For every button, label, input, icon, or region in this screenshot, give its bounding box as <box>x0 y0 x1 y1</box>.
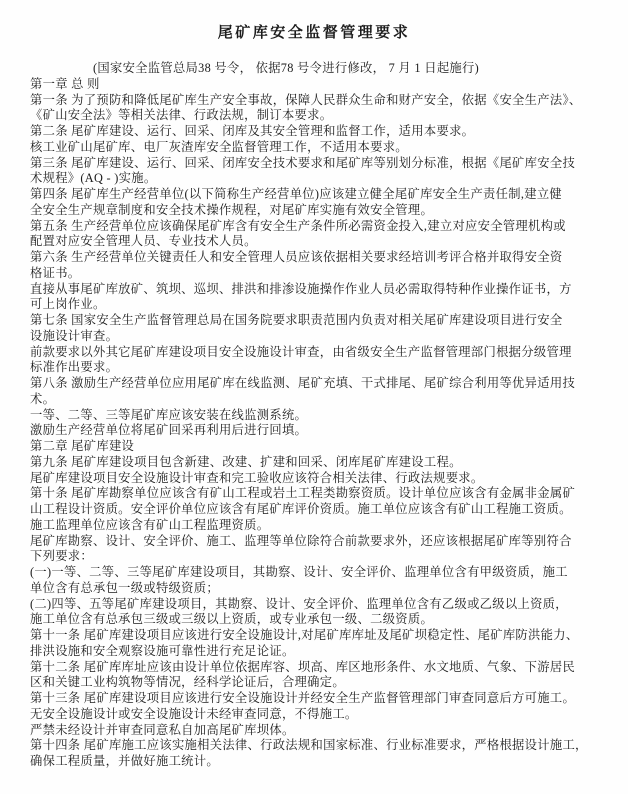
text-line: (一)一等、二等、三等尾矿库建设项目，其勘察、设计、安全评价、监理单位含有甲级资质，施工 <box>30 565 568 579</box>
text-line: 术规程》(AQ - )实施。 <box>30 171 157 186</box>
text-line: 设施设计审查。 <box>30 328 119 343</box>
text-line: 第八条 激励生产经营单位应用尾矿库在线监测、尾矿充填、干式排尾、尾矿综合利用等优异适用技 <box>30 376 576 390</box>
text-line: 区和关键工业构筑物等情况，经科学论证后，合理确定。 <box>30 675 345 690</box>
text-line: 可上岗作业。 <box>30 297 106 312</box>
text-line: 全安全生产规章制度和安全技术操作规程，对尾矿库实施有效安全管理。 <box>30 202 434 217</box>
text-line: 第一条 为了预防和降低尾矿库生产安全事故，保障人民群众生命和财产安全，依据《安全生产法》、 <box>30 92 582 107</box>
text-line: 第三条 尾矿库建设、运行、回采、闭库安全技术要求和尾矿库等别划分标准，根据《尾矿库安全技 <box>30 155 576 170</box>
text-line: 第七条 国家安全生产监督管理总局在国务院要求职责范围内负责对相关尾矿库建设项目进行安全 <box>30 313 563 327</box>
text-line: 无安全设施设计或安全设施设计未经审查同意，不得施工。 <box>30 706 358 721</box>
text-line: 第四条 尾矿库生产经营单位(以下简称生产经营单位)应该建立健全尾矿库安全生产责任制,建立健 <box>30 187 563 201</box>
text-line: 确保工程质量，并做好施工统计。 <box>30 754 219 768</box>
text-line: 第十一条 尾矿库建设项目应该进行安全设施设计,对尾矿库库址及尾矿坝稳定性、尾矿库防洪能力、 <box>30 628 579 642</box>
text-line: 单位含有总承包一级或特级资质； <box>30 580 219 595</box>
text-line: 尾矿库勘察、设计、安全评价、施工、监理等单位除符合前款要求外，还应该根据尾矿库等别符合 <box>30 533 572 548</box>
text-line: 第十三条 尾矿库建设项目应该进行安全设施设计并经安全生产监督管理部门审查同意后方可施工。 <box>30 691 576 705</box>
document-title: 尾矿库安全监督管理要求 <box>217 25 411 41</box>
text-line: 第五条 生产经营单位应该确保尾矿库含有安全生产条件所必需资金投入,建立对应安全管理机构或 <box>30 218 566 233</box>
text-line: 第二条 尾矿库建设、运行、回采、闭库及其安全管理和监督工作，适用本要求。 <box>30 124 475 138</box>
text-line: 第十条 尾矿库勘察单位应该含有矿山工程或岩土工程类勘察资质。设计单位应该含有金属非金属矿 <box>30 486 576 501</box>
text-line: 第十二条 尾矿库库址应该由设计单位依据库容、坝高、库区地形条件、水文地质、气象、下游居民 <box>30 659 576 674</box>
text-line: 标准作出要求。 <box>30 360 119 375</box>
text-line: 施工监理单位应该含有矿山工程监理资质。 <box>30 517 270 532</box>
text-line: 山工程设计资质。安全评价单位应该含有尾矿库评价资质。施工单位应该含有矿山工程施工资质。 <box>30 502 572 516</box>
text-line: (国家安全监管总局38 号令， 依据78 号令进行修改， 7 月 1 日起施行) <box>30 61 480 75</box>
text-line: 第一章 总 则 <box>30 76 100 91</box>
text-line: (二)四等、五等尾矿库建设项目，其勘察、设计、安全评价、监理单位含有乙级或乙级以上资质， <box>30 596 568 611</box>
text-line: 术。 <box>30 391 56 406</box>
text-line: 《矿山安全法》等相关法律、行政法规，制订本要求。 <box>30 108 333 123</box>
text-line: 第六条 生产经营单位关键责任人和安全管理人员应该依据相关要求经培训考评合格并取得安全资 <box>30 250 563 264</box>
text-line: 前款要求以外其它尾矿库建设项目安全设施设计审查，由省级安全生产监督管理部门根据分级管理 <box>30 344 572 359</box>
text-line: 直接从事尾矿库放矿、筑坝、巡坝、排洪和排渗设施操作作业人员必需取得特种作业操作证书，方 <box>30 281 572 296</box>
text-line: 下列要求： <box>30 549 93 564</box>
text-line: 一等、二等、三等尾矿库应该安装在线监测系统。 <box>30 407 308 422</box>
text-line: 尾矿库建设项目安全设施设计审查和完工验收应该符合相关法律、行政法规要求。 <box>30 470 484 485</box>
text-line: 第十四条 尾矿库施工应该实施相关法律、行政法规和国家标准、行业标准要求，严格根据设计施工， <box>30 738 588 753</box>
text-line: 激励生产经营单位将尾矿回采再利用后进行回填。 <box>30 423 308 438</box>
text-line: 第九条 尾矿库建设项目包含新建、改建、扩建和回采、闭库尾矿库建设工程。 <box>30 454 462 469</box>
text-line: 第二章 尾矿库建设 <box>30 439 135 453</box>
text-line: 格证书。 <box>30 265 81 280</box>
text-line: 排洪设施和安全观察设施可靠性进行充足论证。 <box>30 643 295 658</box>
document-body <box>0 61 628 770</box>
text-line: 核工业矿山尾矿库、电厂灰渣库安全监督管理工作，不适用本要求。 <box>30 139 408 154</box>
text-line: 施工单位含有总承包三级或三级以上资质，或专业承包一级、二级资质。 <box>30 612 434 627</box>
text-line: 严禁未经设计并审查同意私自加高尾矿库坝体。 <box>30 722 295 737</box>
text-line: 配置对应安全管理人员、专业技术人员。 <box>30 234 257 249</box>
